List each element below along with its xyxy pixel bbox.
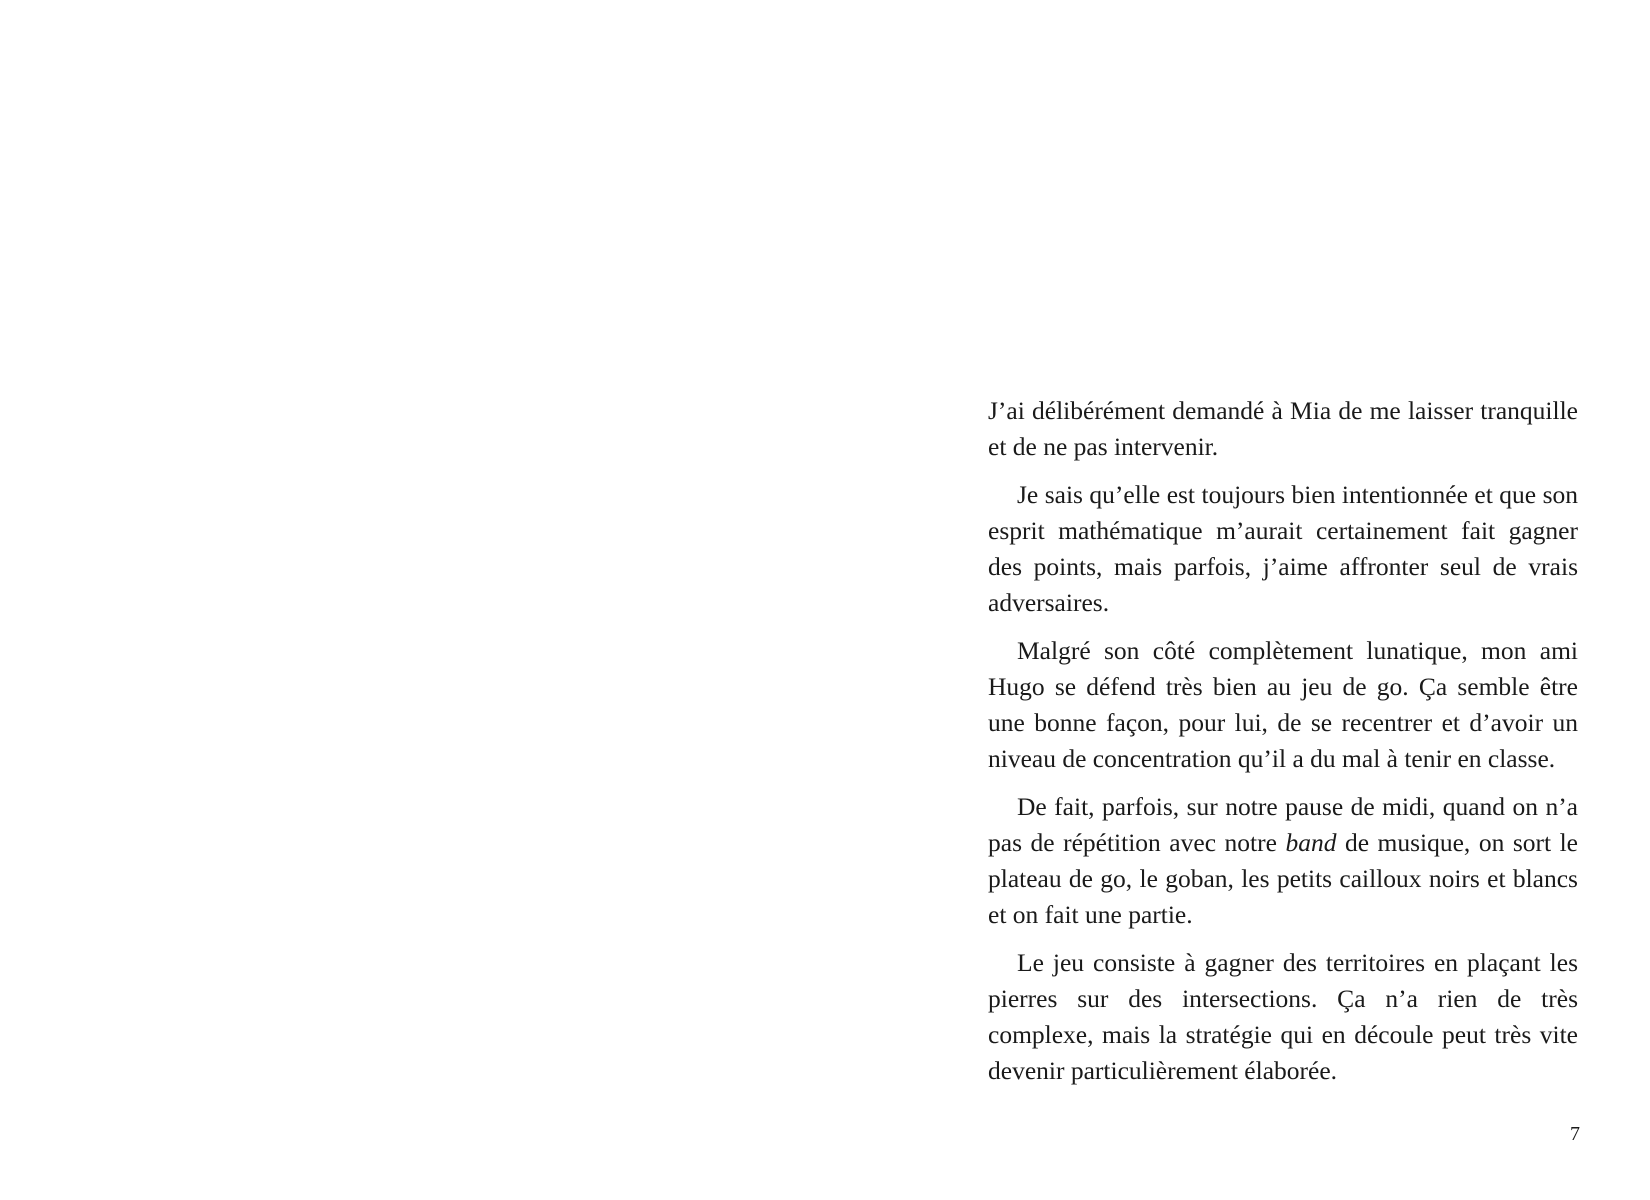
paragraph-5 bbox=[988, 945, 1578, 1089]
paragraph-4-text-b: de musique, on sort le plateau de go, le goban, les petits cailloux noirs et blancs et on fait une partie. bbox=[988, 828, 1578, 929]
page-number: 7 bbox=[1570, 1123, 1580, 1145]
paragraph-4-text-a: De fait, parfois, sur notre pause de midi, quand on n’a pas de répétition avec notre bbox=[988, 792, 1578, 857]
paragraph-2 bbox=[988, 477, 1578, 621]
paragraph-3 bbox=[988, 633, 1578, 777]
paragraph-4 bbox=[988, 789, 1578, 933]
paragraph-3-text: Malgré son côté complètement lunatique, mon ami Hugo se défend très bien au jeu de go. Ça semble être une bonne façon, pour lui, de se recentrer et d’avoir un niveau de concentration qu’il a du mal à tenir en classe. bbox=[988, 636, 1578, 773]
body-text bbox=[988, 393, 1578, 1089]
paragraph-5-text: Le jeu consiste à gagner des territoires en plaçant les pierres sur des intersections. Ça n’a rien de très complexe, mais la stratégie qui en découle peut très vite devenir particulièrement élaborée. bbox=[988, 948, 1578, 1085]
paragraph-2-text: Je sais qu’elle est toujours bien intentionnée et que son esprit mathématique m’aurait certainement fait gagner des points, mais parfois, j’aime affronter seul de vrais adversaires. bbox=[988, 480, 1578, 617]
paragraph-1-text: J’ai délibérément demandé à Mia de me laisser tranquille et de ne pas intervenir. bbox=[988, 396, 1578, 461]
paragraph-1 bbox=[988, 393, 1578, 465]
paragraph-4-italic-word: band bbox=[1285, 828, 1337, 857]
right-page bbox=[825, 0, 1650, 1200]
